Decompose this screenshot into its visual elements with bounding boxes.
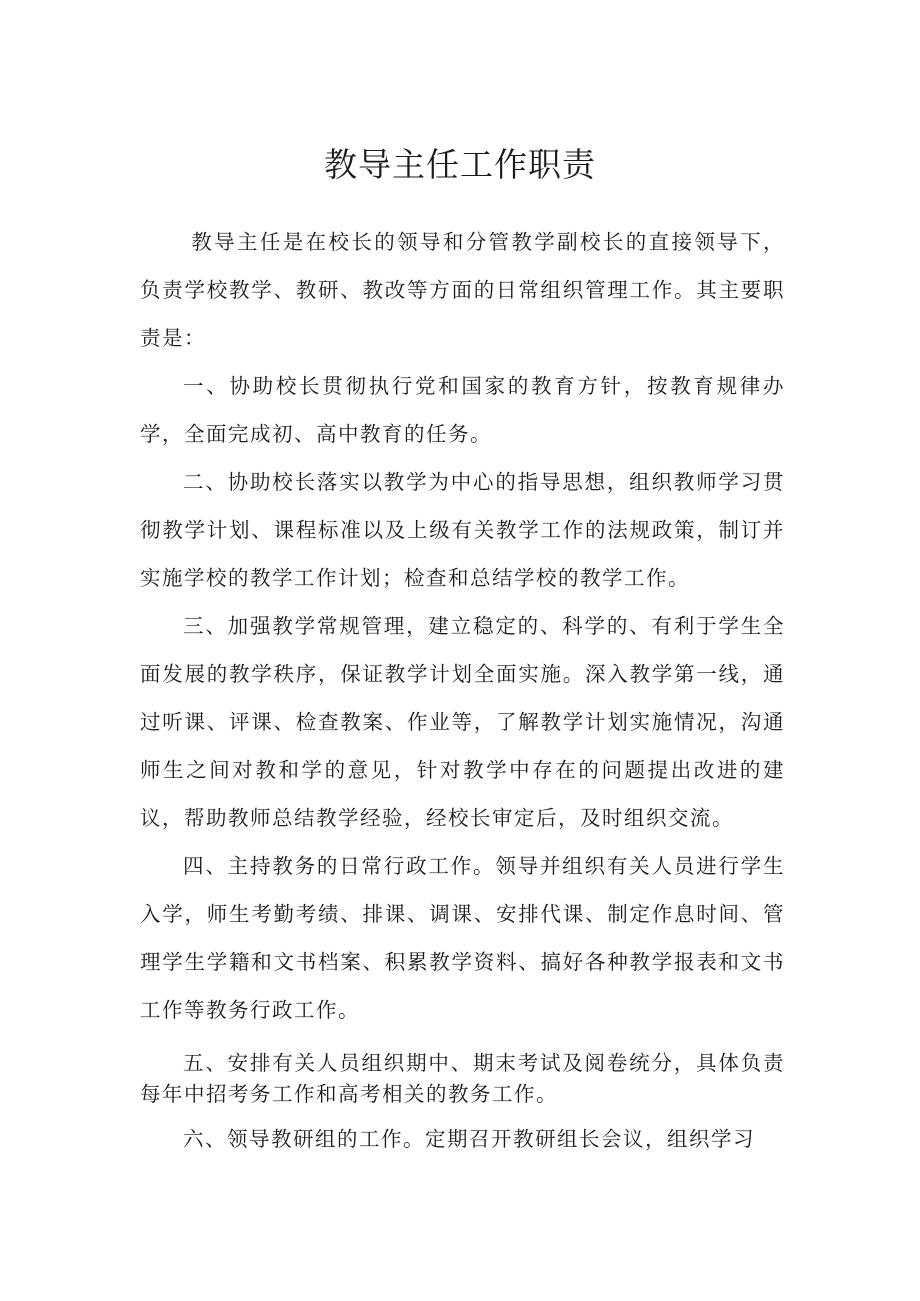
page-title: 教导主任工作职责 <box>324 145 596 184</box>
duty-item-1: 一、协助校长贯彻执行党和国家的教育方针，按教育规律办学，全面完成初、高中教育的任务。 <box>140 374 785 446</box>
duty-item-2: 二、协助校长落实以教学为中心的指导思想，组织教师学习贯彻教学计划、课程标准以及上级有关教学工作的法规政策，制订并实施学校的教学工作计划；检查和总结学校的教学工作。 <box>140 470 785 590</box>
intro-paragraph: 教导主任是在校长的领导和分管教学副校长的直接领导下，负责学校教学、教研、教改等方面的日常组织管理工作。其主要职责是： <box>140 230 785 350</box>
duty-item-3: 三、加强教学常规管理，建立稳定的、科学的、有利于学生全面发展的教学秩序，保证教学计划全面实施。深入教学第一线，通过听课、评课、检查教案、作业等，了解教学计划实施情况，沟通师生之间对教和学的意见，针对教学中存在的问题提出改进的建议，帮助教师总结教学经验，经校长审定后，及时组织交流。 <box>140 614 785 830</box>
duty-item-4: 四、主持教务的日常行政工作。领导并组织有关人员进行学生入学，师生考勤考绩、排课、调课、安排代课、制定作息时间、管理学生学籍和文书档案、积累教学资料、搞好各种教学报表和文书工作等教务行政工作。 <box>140 854 785 1022</box>
duty-item-6: 六、领导教研组的工作。定期召开教研组长会议，组织学习 <box>183 1127 756 1151</box>
duty-item-5: 五、安排有关人员组织期中、期末考试及阅卷统分，具体负责每年中招考务工作和高考相关的教务工作。 <box>140 1051 785 1106</box>
